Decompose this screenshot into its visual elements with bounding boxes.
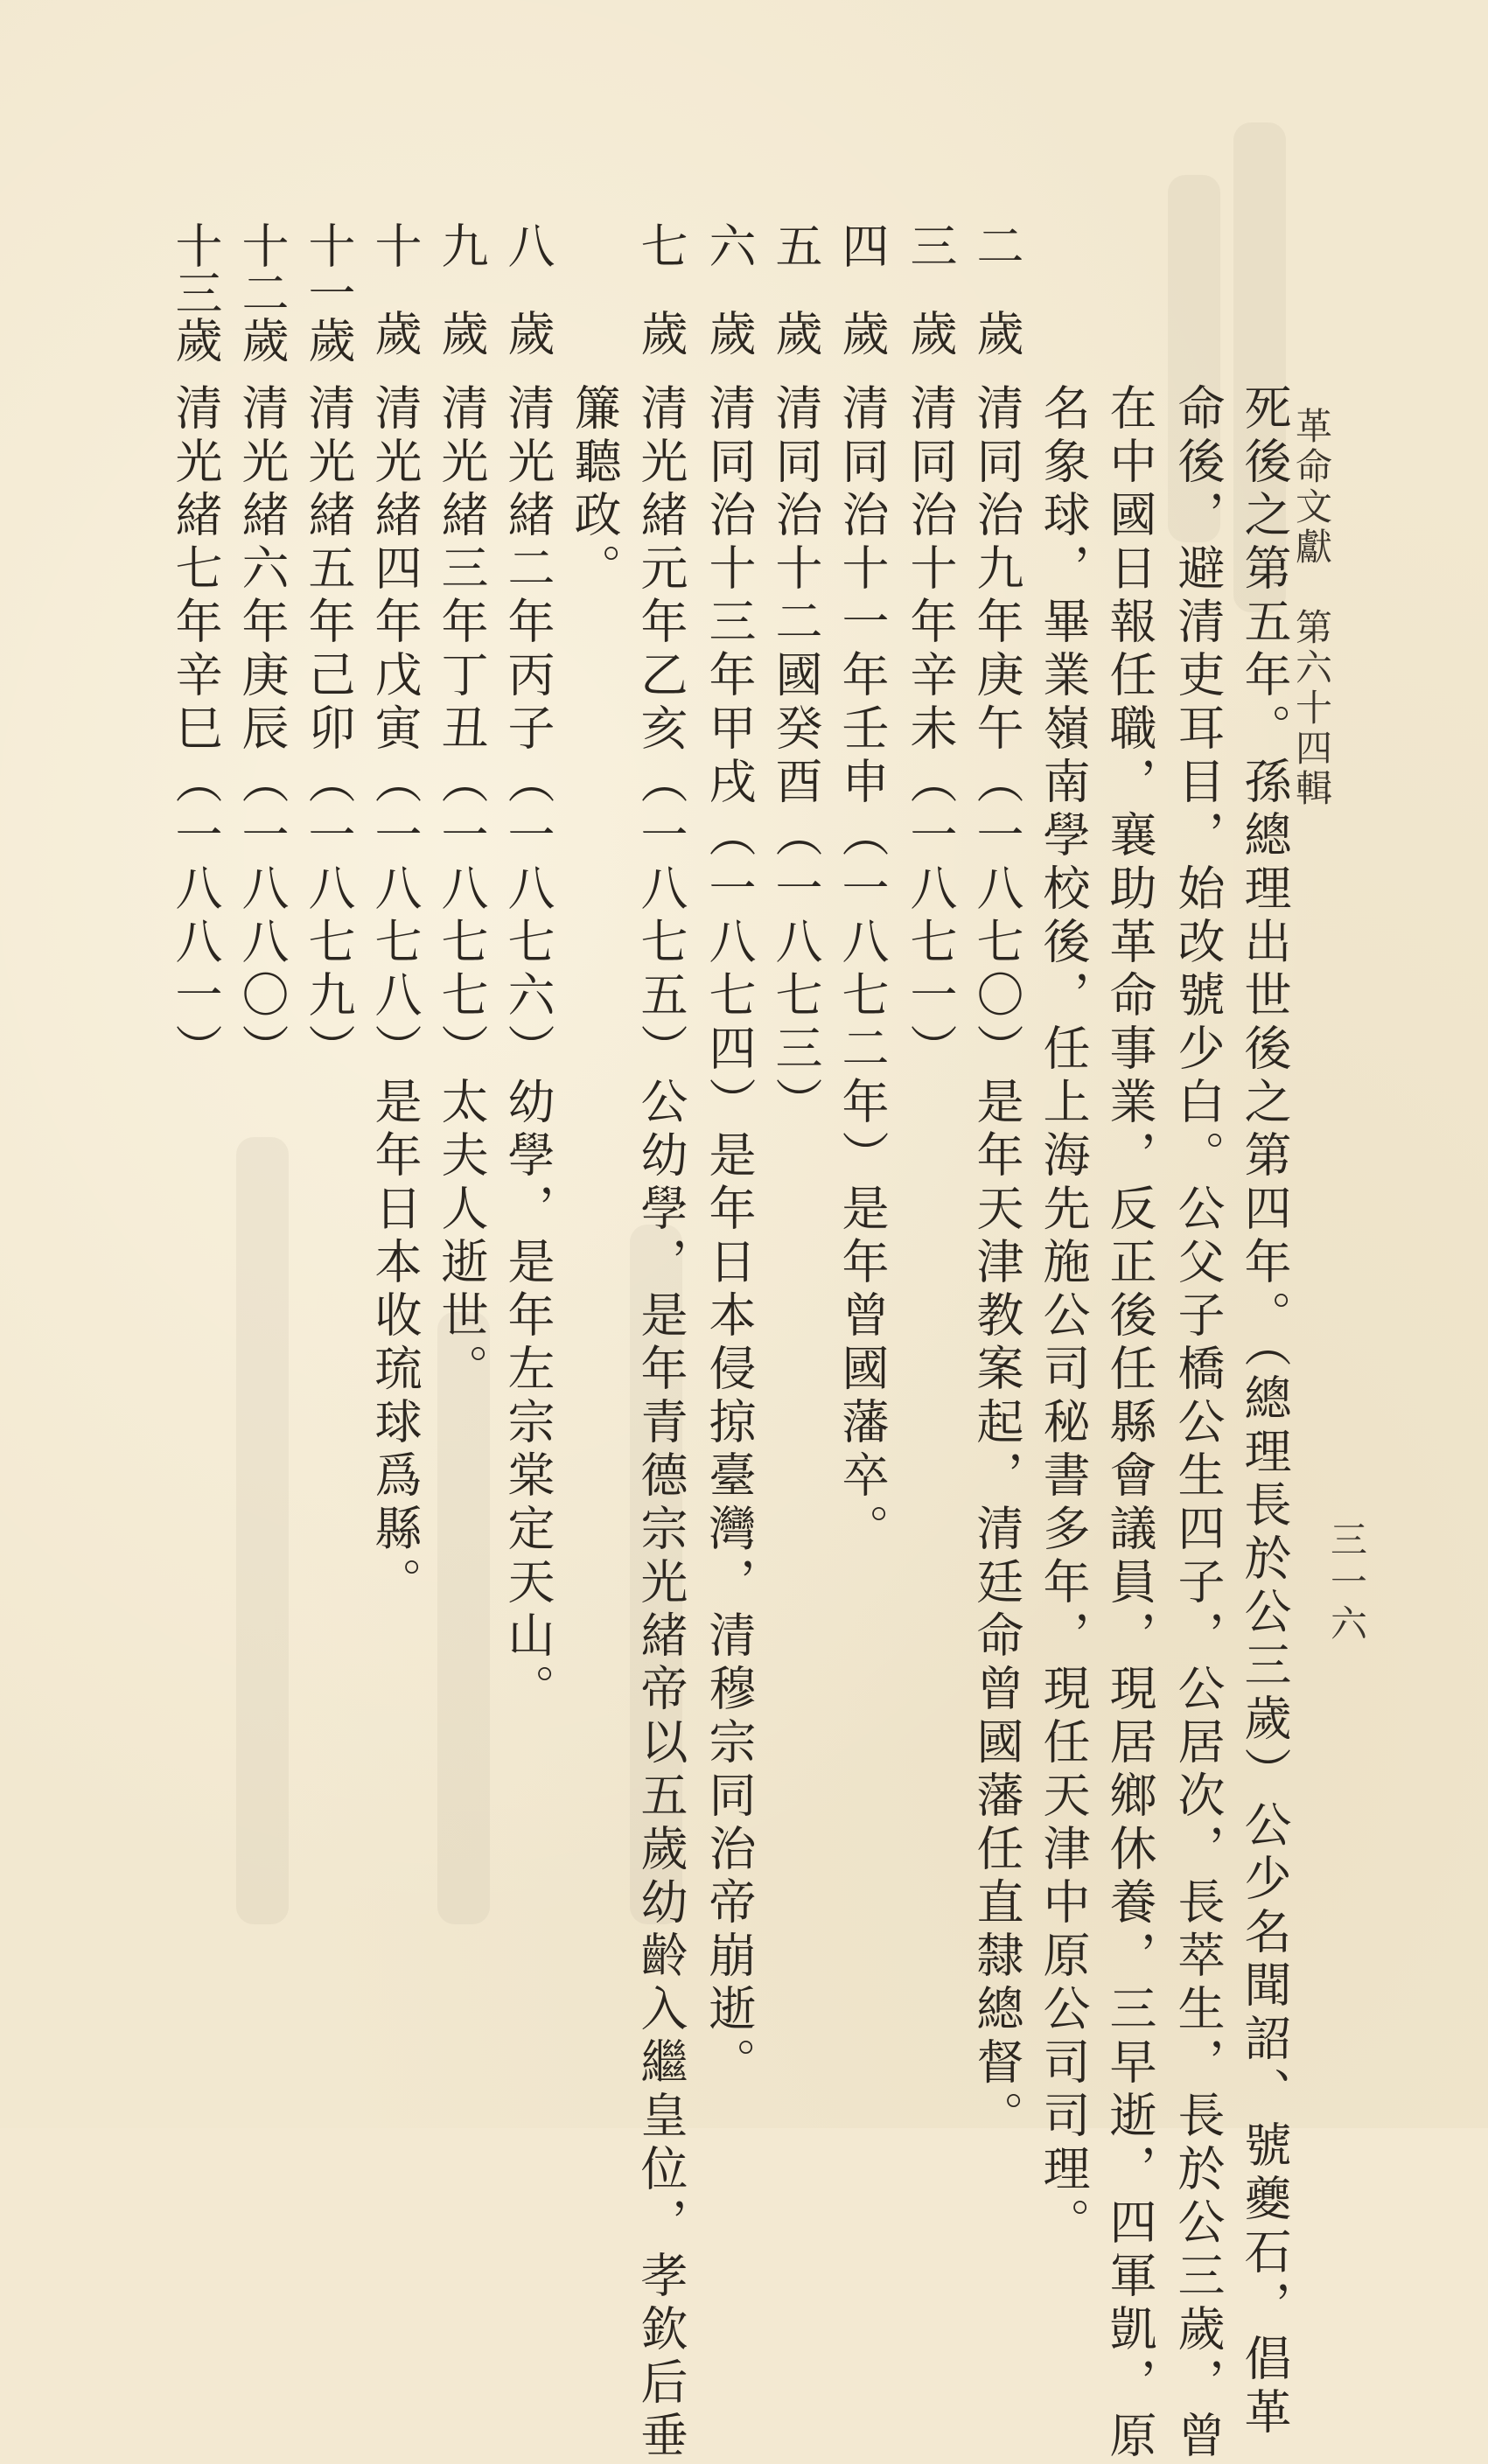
age-label: 四歲 [835,221,890,356]
paragraph-line: 在中國日報任職，襄助革命事業，反正後任縣會議員，現居鄉休養，三早逝，四軍凱，原 [1102,383,1157,2464]
chronology-entry: 清同治十二國癸酉（一八七三） [768,383,823,1130]
bleed-through-mark [437,1312,490,1924]
age-label: 十二歲 [234,221,290,363]
chronology-entry: 清光緒五年己卯（一八七九） [301,383,356,1077]
age-label: 八歲 [500,221,555,356]
age-label: 二歲 [969,221,1024,356]
bleed-through-mark [236,1137,289,1924]
chronology-entry: 清光緒元年乙亥（一八七五）公幼學，是年青德宗光緒帝以五歲幼齡入繼皇位，孝欽后垂 [633,383,688,2464]
age-label: 十歲 [367,221,423,356]
running-header: 革命文獻 第六十四輯 [1290,407,1333,809]
chronology-entry-continuation: 簾聽政。 [567,383,622,597]
chronology-entry: 清同治十三年甲戌（一八七四）是年日本侵掠臺灣，清穆宗同治帝崩逝。 [702,383,757,2091]
chronology-entry: 清同治九年庚午（一八七〇）是年天津教案起，清廷命曾國藩任直隸總督。 [969,383,1024,2144]
chronology-entry: 清光緒二年丙子（一八七六）幼學，是年左宗棠定天山。 [500,383,555,1717]
chronology-entry: 清光緒四年戊寅（一八七八）是年日本收琉球爲縣。 [367,383,423,1610]
paragraph-line: 名象球，畢業嶺南學校後，任上海先施公司秘書多年，現任天津中原公司司理。 [1036,383,1091,2251]
age-label: 三歲 [903,221,958,356]
chronology-entry: 清光緒七年辛巳（一八八一） [168,383,223,1077]
age-label: 六歲 [702,221,757,356]
chronology-entry: 清同治十一年壬申（一八七二年）是年曾國藩卒。 [835,383,890,1557]
age-label: 五歲 [768,221,823,356]
paragraph-line: 死後之第五年。孫總理出世後之第四年。（總理長於公三歲）公少名聞詔、號夔石，倡革 [1237,383,1292,2440]
chronology-entry: 清同治十年辛未（一八七一） [903,383,958,1077]
age-label: 十三歲 [168,221,223,363]
age-label: 十一歲 [301,221,356,363]
age-label: 九歲 [434,221,489,356]
page-number: 三一六 [1325,1520,1368,1646]
paragraph-line: 命後，避清吏耳目，始改號少白。公父子橋公生四子，公居次，長萃生，長於公三歲，曾 [1170,383,1226,2464]
age-label: 七歲 [633,221,688,356]
chronology-entry: 清光緒六年庚辰（一八八〇） [234,383,290,1077]
chronology-entry: 清光緒三年丁丑（一八七七）太夫人逝世。 [434,383,489,1397]
